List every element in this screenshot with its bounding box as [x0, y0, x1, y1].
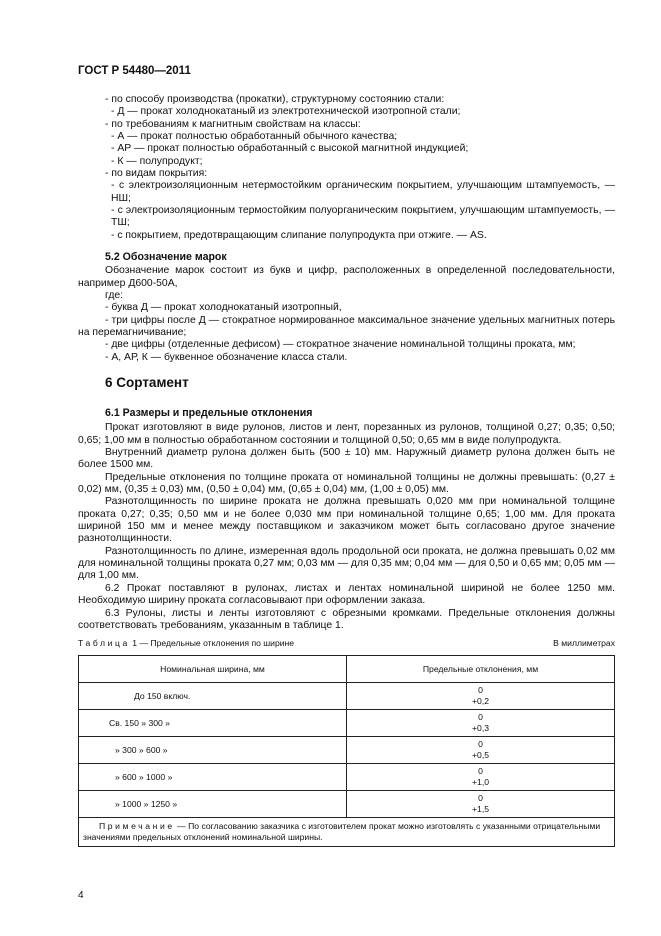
paragraph: где:: [105, 290, 124, 302]
list-item: - с электроизоляционным нетермостойким органическим покрытием, улучшающим штампуемость, — НШ;: [111, 180, 615, 204]
classification-list: [78, 94, 615, 242]
table-row: [79, 710, 615, 737]
section-heading: 6.1 Размеры и предельные отклонения: [105, 407, 313, 419]
paragraph: 6.2 Прокат поставляют в рулонах, листах и лентах номинальной шириной не более 1250 мм. Необходимую ширину проката согласовывают при оформлении заказа.: [78, 582, 615, 607]
note-label: Примечание: [99, 821, 175, 831]
lower-deviation: +1,0: [472, 777, 489, 787]
paragraph: - две цифры (отделенные дефисом) — стократное значение номинальной толщины проката, мм;: [105, 339, 576, 351]
lower-deviation: +0,5: [472, 750, 489, 760]
deviation-table: [78, 655, 615, 847]
paragraph: Внутренний диаметр рулона должен быть (500 ± 10) мм. Наружный диаметр рулона должен быть не более 1500 мм.: [78, 447, 615, 471]
upper-deviation: 0: [478, 685, 483, 695]
note-text: — По согласованию заказчика с изготовителем прокат можно изготовлять с указанными отрицательными значениями предельных отклонений номинальной ширины.: [83, 821, 601, 842]
list-item: - с покрытием, предотвращающим слипание полупродукта при отжиге. — AS.: [111, 229, 487, 241]
document-header: ГОСТ Р 54480—2011: [78, 65, 191, 77]
section-heading: 5.2 Обозначение марок: [105, 251, 227, 263]
list-item: - Д — прокат холоднокатаный из электротехнической изотропной стали;: [111, 106, 461, 118]
paragraph: - три цифры после Д — стократное нормированное максимальное значение удельных магнитных потерь на перемагничивание;: [78, 314, 615, 339]
paragraph: Прокат изготовляют в виде рулонов, листов и лент, порезанных из рулонов, толщиной 0,27; 0,35; 0,50; 0,65; 1,00 мм в полностью обработанном состоянии и толщиной 0,50; 0,65 мм в виде полупродукта.: [78, 422, 615, 446]
width-cell: До 150 включ.: [79, 683, 347, 710]
lower-deviation: +0,2: [472, 696, 489, 706]
paragraph: Предельные отклонения по толщине проката от номинальной толщины не должны превышать: (0,27 ± 0,02) мм, (0,35 ± 0,03) мм, (0,50 ± 0,04) мм, (0,65 ± 0,04) мм, (1,00 ± 0,05) мм.: [78, 471, 615, 496]
column-header: Номинальная ширина, мм: [79, 656, 347, 683]
table-row: [79, 764, 615, 791]
section-5-2: [78, 251, 615, 364]
list-item: - по видам покрытия:: [105, 168, 208, 180]
column-header: Предельные отклонения, мм: [347, 656, 615, 683]
paragraph: Разнотолщинность по длине, измеренная вдоль продольной оси проката, не должна превышать 0,02 мм для номинальной толщины проката 0,27 мм; 0,03 мм — для 0,35 мм; 0,04 мм — для 0,50 и 0,65 мм; 0,05 мм — для 1,00 мм.: [78, 545, 615, 582]
lower-deviation: +0,3: [472, 723, 489, 733]
width-cell: » 1000 » 1250 »: [79, 791, 347, 818]
caption-label: Таблица: [78, 638, 130, 648]
table-row: [79, 737, 615, 764]
section-6-1: [78, 407, 615, 632]
table-note: [79, 818, 615, 847]
section-6-heading: 6 Сортамент: [105, 375, 189, 390]
paragraph: 6.3 Рулоны, листы и ленты изготовляют с обрезными кромками. Предельные отклонения должны соответствовать требованиям, указанным в таблице 1.: [78, 607, 615, 631]
caption-title: 1 — Предельные отклонения по ширине: [129, 638, 295, 648]
table-units: В миллиметрах: [553, 638, 615, 648]
paragraph: Разнотолщинность по ширине проката не должна превышать 0,020 мм при номинальной толщине проката 0,27; 0,35; 0,50 мм и не более 0,030 мм при номинальной толщине 0,65; 1,00 мм. Для проката шириной 150 мм и менее между поставщиком и заказчиком может быть согласовано другое значение разнотолщинности.: [78, 496, 615, 545]
list-item: - К — полупродукт;: [111, 155, 203, 167]
table-row: [79, 791, 615, 818]
lower-deviation: +1,5: [472, 804, 489, 814]
upper-deviation: 0: [478, 793, 483, 803]
deviation-cell: [347, 764, 615, 791]
width-cell: » 600 » 1000 »: [79, 764, 347, 791]
list-item: - по требованиям к магнитным свойствам на классы:: [105, 118, 361, 130]
upper-deviation: 0: [478, 712, 483, 722]
upper-deviation: 0: [478, 739, 483, 749]
paragraph: - буква Д — прокат холоднокатаный изотропный,: [105, 302, 342, 314]
table-header-row: [79, 656, 615, 683]
upper-deviation: 0: [478, 766, 483, 776]
table-note-row: [79, 818, 615, 847]
list-item: - с электроизоляционным термостойким полуорганическим покрытием, улучшающим штампуемость, — ТШ;: [111, 205, 615, 229]
paragraph: - А, АР, К — буквенное обозначение класса стали.: [105, 351, 348, 363]
paragraph: Обозначение марок состоит из букв и цифр, расположенных в определенной последовательности, например Д600-50А,: [78, 265, 615, 289]
deviation-cell: [347, 683, 615, 710]
page-number: 4: [78, 890, 84, 901]
deviation-cell: [347, 737, 615, 764]
table-row: [79, 683, 615, 710]
list-item: - А — прокат полностью обработанный обычного качества;: [111, 131, 398, 143]
table-caption: [78, 638, 615, 648]
list-item: - по способу производства (прокатки), структурному состоянию стали:: [105, 94, 445, 105]
deviation-cell: [347, 791, 615, 818]
width-cell: Св. 150 » 300 »: [79, 710, 347, 737]
deviation-cell: [347, 710, 615, 737]
width-cell: » 300 » 600 »: [79, 737, 347, 764]
list-item: - АР — прокат полностью обработанный с высокой магнитной индукцией;: [111, 143, 469, 155]
